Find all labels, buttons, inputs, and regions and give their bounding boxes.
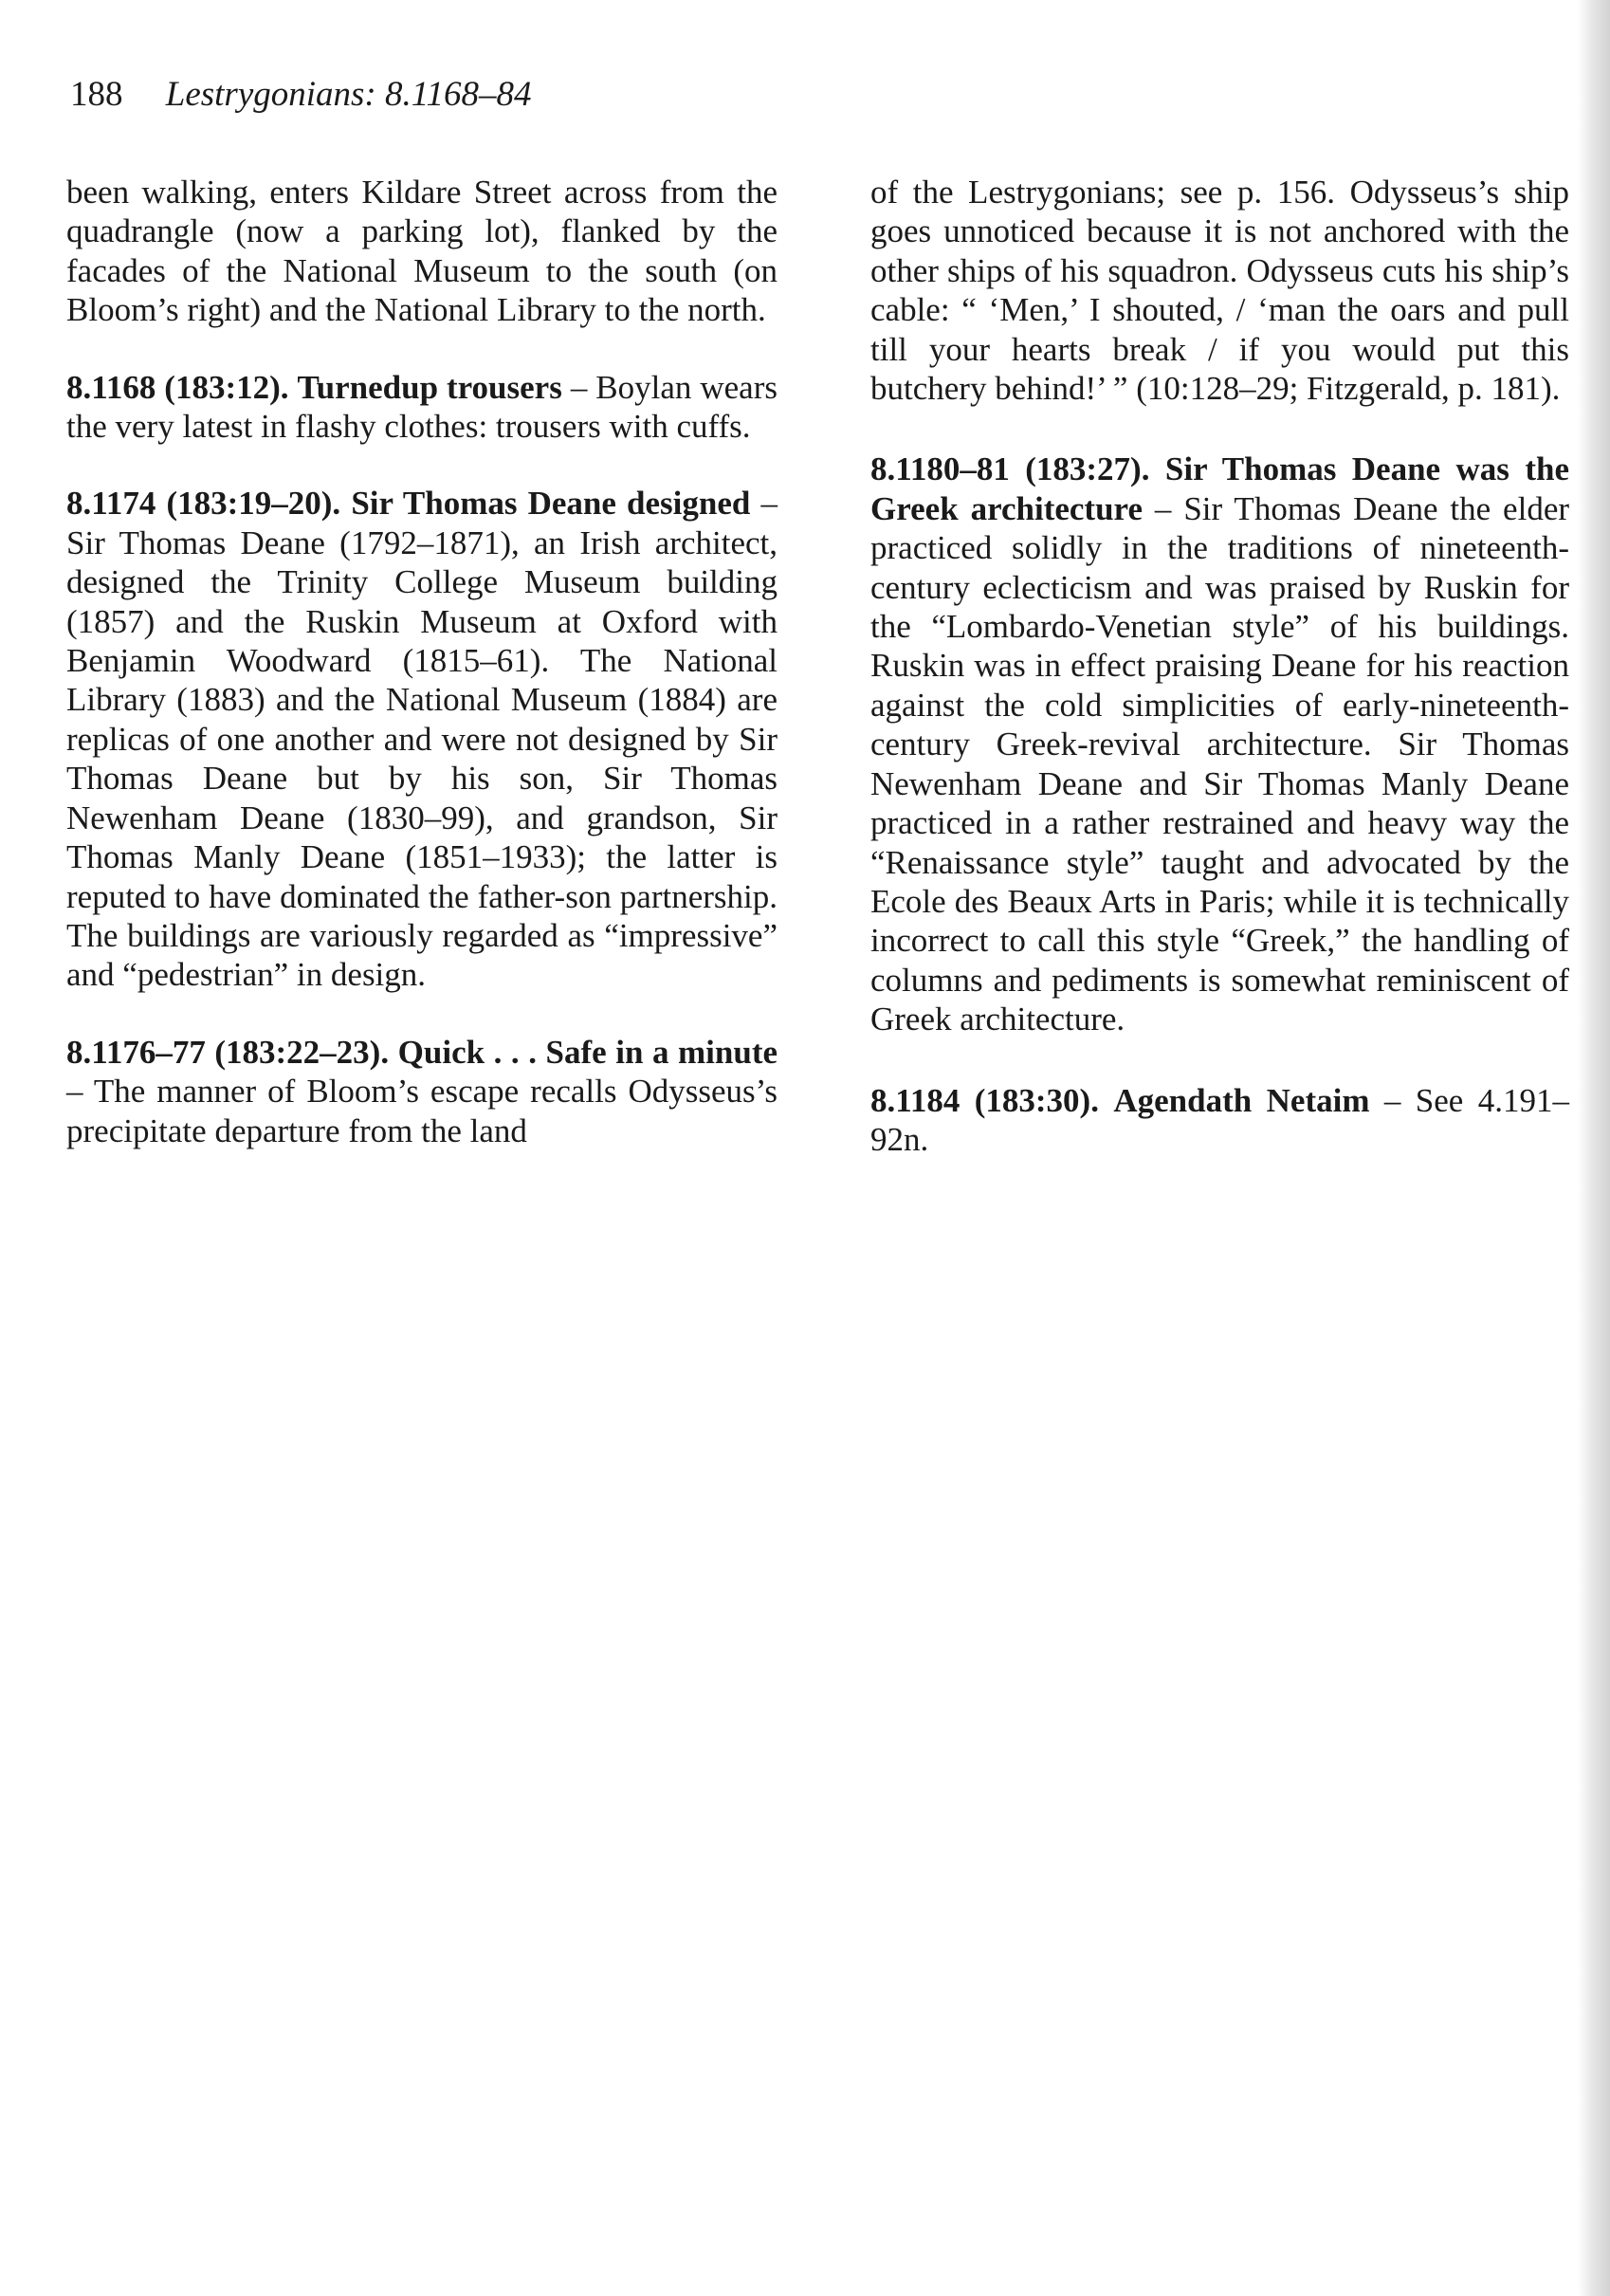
page-edge-shadow: [1578, 0, 1610, 2296]
left-column: [66, 173, 778, 1188]
entry-dash: –: [1369, 1081, 1416, 1119]
entry-note: The manner of Bloom’s escape recalls Odysseus’s precipitate departure from the land: [66, 1073, 778, 1149]
entry-reference: 8.1184 (183:30).: [870, 1081, 1099, 1119]
section-title: Lestrygonians: 8.1168–84: [165, 75, 532, 114]
entry-note: Sir Thomas Deane the elder practiced solidly in the traditions of nineteenth-century eclecticism and was praised by Ruskin for the “Lombardo-Venetian style” of his buildings. Ruskin was in effect praising Deane for his reaction against the cold simplicities of early-nineteenth-century Greek-revival architecture. Sir Thomas Newenham Deane and Sir Thomas Manly Deane practiced in a rather restrained and heavy way the “Renaissance style” taught and advocated by the Ecole des Beaux Arts in Paris; while it is technically incorrect to call this style “Greek,” the handling of columns and pediments is somewhat reminiscent of Greek architecture.: [870, 489, 1570, 1038]
entry-reference: 8.1174 (183:19–20).: [66, 485, 341, 523]
entry-note: Sir Thomas Deane (1792–1871), an Irish architect, designed the Trinity College Museum building (1857) and the Ruskin Museum at Oxford with Benjamin Woodward (1815–61). The National Library (1883) and the National Museum (1884) are replicas of one another and were not designed by Sir Thomas Deane but by his son, Sir Thomas Newenham Deane (1830–99), and grandson, Sir Thomas Manly Deane (1851–1933); the latter is reputed to have dominated the father-son partnership. The buildings are variously regarded as “impressive” and “pedestrian” in design.: [66, 523, 778, 994]
entry-dash: –: [1142, 489, 1184, 527]
entry-dash: –: [561, 368, 596, 406]
page-number: 188: [70, 75, 123, 114]
entry-lemma: Quick . . . Safe in a minute: [397, 1033, 778, 1071]
entry-lemma: Agendath Netaim: [1113, 1081, 1370, 1119]
entry-reference: 8.1176–77 (183:22–23).: [66, 1033, 390, 1071]
annotation-entry: [66, 368, 778, 447]
left-column-continuation: been walking, enters Kildare Street across from the quadrangle (now a parking lot), flanked by the facades of the National Museum to the south (on Bloom’s right) and the National Library to the north.: [66, 174, 778, 329]
annotation-entry: [870, 1081, 1569, 1160]
entry-note: See 4.191–92n.: [870, 1081, 1569, 1158]
entry-reference: 8.1168 (183:12).: [66, 368, 289, 406]
annotation-entry: [66, 1033, 778, 1150]
entry-lemma: Sir Thomas Deane was the Greek architecture: [870, 450, 1569, 527]
right-column-continuation: of the Lestrygonians; see p. 156. Odysseus’s ship goes unnoticed because it is not anchored with the other ships of his squadron. Odysseus cuts his ship’s cable: “ ‘Men,’ I shouted, / ‘man the oars and pull till your hearts break / if you would put this butchery behind!’ ” (10:128–29; Fitzgerald, p. 181).: [870, 174, 1569, 408]
annotation-entry: [870, 450, 1569, 1038]
entry-reference: 8.1180–81 (183:27).: [870, 450, 1150, 488]
entry-lemma: Sir Thomas Deane designed: [351, 485, 751, 523]
entry-note: Boylan wears the very latest in flashy clothes: trousers with cuffs.: [66, 368, 778, 446]
right-column: [870, 173, 1569, 1201]
running-head: [70, 74, 532, 116]
entry-lemma: Turnedup trousers: [297, 368, 562, 406]
annotation-entry: [66, 484, 778, 994]
entry-dash: –: [750, 485, 778, 523]
entry-dash: –: [66, 1073, 94, 1111]
